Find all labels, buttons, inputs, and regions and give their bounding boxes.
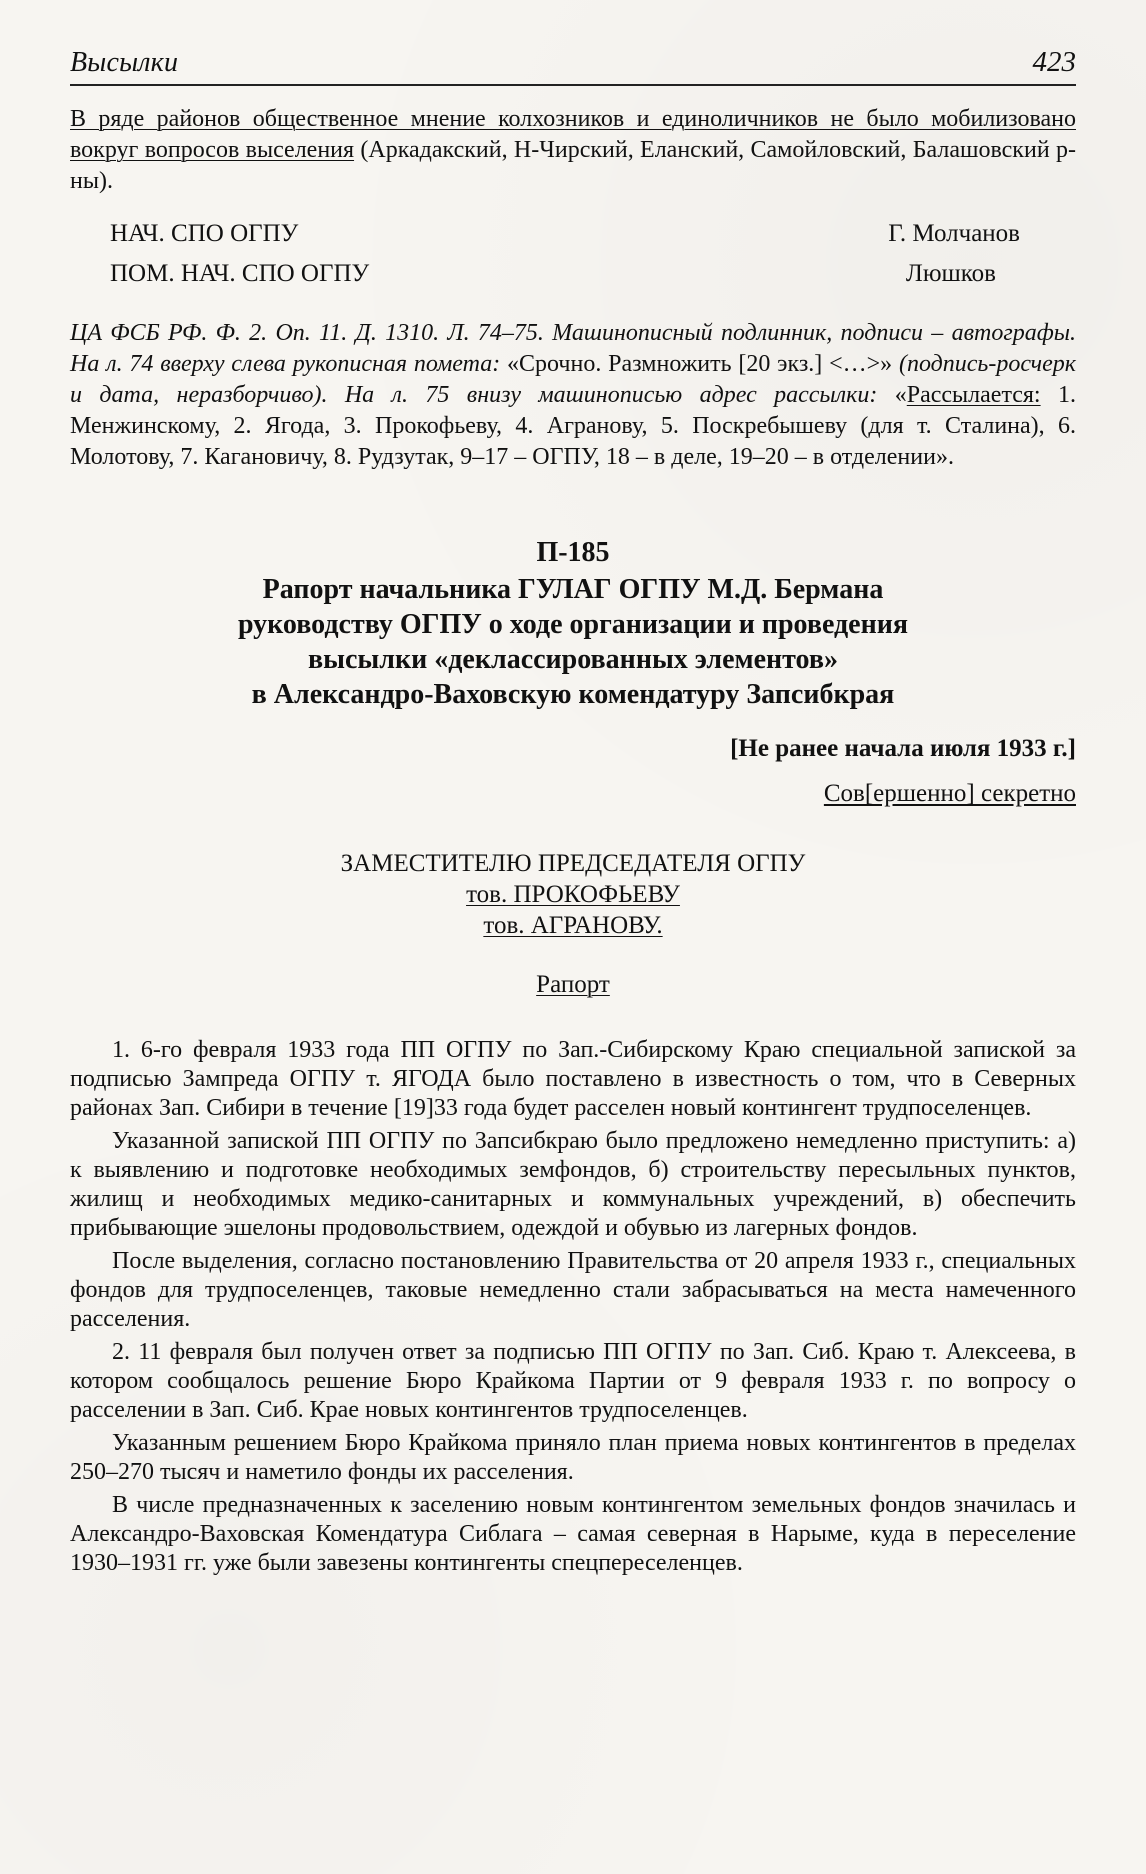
source-note-distribution-list: 1. Менжинскому, 2. Ягода, 3. Прокофьеву, 4. Агранову, 5. Поскребышеву (для т. Сталина), 6. Молотову, 7. Кагановичу, 8. Рудзутак, 9–17 – ОГПУ, 18 – в деле, 19–20 – в отделении».: [70, 382, 1076, 470]
running-title: Высылки: [70, 47, 179, 78]
source-note-handwritten-mark: «Срочно. Размножить [20 экз.] <…>»: [507, 351, 893, 377]
document-title-line: высылки «деклассированных элементов»: [308, 644, 838, 675]
addressee-agranov: тов. АГРАНОВУ.: [483, 912, 663, 939]
body-paragraph: 1. 6-го февраля 1933 года ПП ОГПУ по Зап.-Сибирскому Краю специальной запиской за подписью Зампреда ОГПУ т. ЯГОДА было поставлено в известность о том, что в Северных районах Зап. Сибири в течение [19]33 года будет расселен новый контингент трудпоселенцев.: [70, 1037, 1076, 1121]
body-paragraph: В числе предназначенных к заселению новым контингентом земельных фондов значилась и Александро-Ваховская Комендатура Сиблага – самая северная в Нарыме, куда в переселение 1930–1931 гг. уже были завезены контингенты спецпереселенцев.: [70, 1492, 1076, 1576]
body-paragraph: Указанным решением Бюро Крайкома приняло план приема новых контингентов в пределах 250–270 тысяч и наметило фонды их расселения.: [70, 1430, 1076, 1485]
document-title-line: руководству ОГПУ о ходе организации и проведения: [237, 609, 909, 640]
addressee-title: ЗАМЕСТИТЕЛЮ ПРЕДСЕДАТЕЛЯ ОГПУ: [340, 850, 806, 877]
running-header: [70, 44, 1076, 86]
document-date: [Не ранее начала июля 1933 г.]: [730, 735, 1076, 762]
source-note-distribution-prefix: «: [894, 382, 907, 408]
classification-line: [70, 777, 1076, 810]
signature-row: [70, 254, 1076, 294]
body-paragraph: 2. 11 февраля был получен ответ за подписью ПП ОГПУ по Зап. Сиб. Краю т. Алексеева, в котором сообщалось решение Бюро Крайкома Партии от 9 февраля 1933 г. по вопросу о расселении в Зап. Сиб. Крае новых контингентов трудпоселенцев.: [70, 1339, 1076, 1423]
signature-title: НАЧ. СПО ОГПУ: [110, 220, 299, 247]
document-title-line: Рапорт начальника ГУЛАГ ОГПУ М.Д. Бермана: [262, 574, 884, 605]
classification-label: Сов[ершенно] секретно: [823, 780, 1076, 807]
signature-name: Г. Молчанов: [888, 220, 1020, 247]
document-body: [70, 1036, 1076, 1578]
source-note: [70, 318, 1076, 473]
body-paragraph: После выделения, согласно постановлению Правительства от 20 апреля 1933 г., специальных фондов для трудпоселенцев, таковые немедленно стали забрасываться на места намеченного расселения.: [70, 1248, 1076, 1332]
report-label-text: Рапорт: [536, 971, 610, 998]
body-paragraph: Указанной запиской ПП ОГПУ по Запсибкраю было предложено немедленно приступить: а) к выявлению и подготовке необходимых земфондов, б) строительству пересыльных пунктов, жилищ и необходимых медико-санитарных и коммунальных учреждений, в) обеспечить прибывающие эшелоны продовольствием, одеждой и обувью из лагерных фондов.: [70, 1128, 1076, 1241]
report-label: [70, 969, 1076, 1000]
document-number: П-185: [536, 537, 610, 568]
signature-row: [70, 214, 1076, 254]
source-note-distribution-label: Рассылается:: [906, 382, 1041, 408]
document-title-line: в Александро-Ваховскую комендатуру Запсибкрая: [251, 679, 895, 710]
signature-title: ПОМ. НАЧ. СПО ОГПУ: [110, 260, 370, 287]
addressee-prokofiev: тов. ПРОКОФЬЕВУ: [466, 881, 680, 908]
opening-paragraph: [70, 104, 1076, 197]
signature-block: [70, 214, 1076, 294]
document-title: [70, 572, 1076, 712]
page-number: 423: [1032, 46, 1076, 78]
opening-paragraph-rest: (Аркадакский, Н-Чирский, Еланский, Самойловский, Балашовский р-ны).: [70, 137, 1076, 194]
opening-paragraph-underlined: В ряде районов общественное мнение колхозников и единоличников не было мобилизовано вокруг вопросов выселения: [70, 106, 1076, 163]
addressee-block: [70, 848, 1076, 941]
signature-name: Люшков: [905, 260, 996, 287]
source-note-italic-1: ЦА ФСБ РФ. Ф. 2. Оп. 11. Д. 1310. Л. 74–75. Машинописный подлинник, подписи – автографы. На л. 74 вверху слева рукописная помета:: [70, 320, 1076, 377]
source-note-italic-2: (подпись-росчерк и дата, неразборчиво). На л. 75 внизу машинописью адрес рассылки:: [70, 351, 1077, 408]
